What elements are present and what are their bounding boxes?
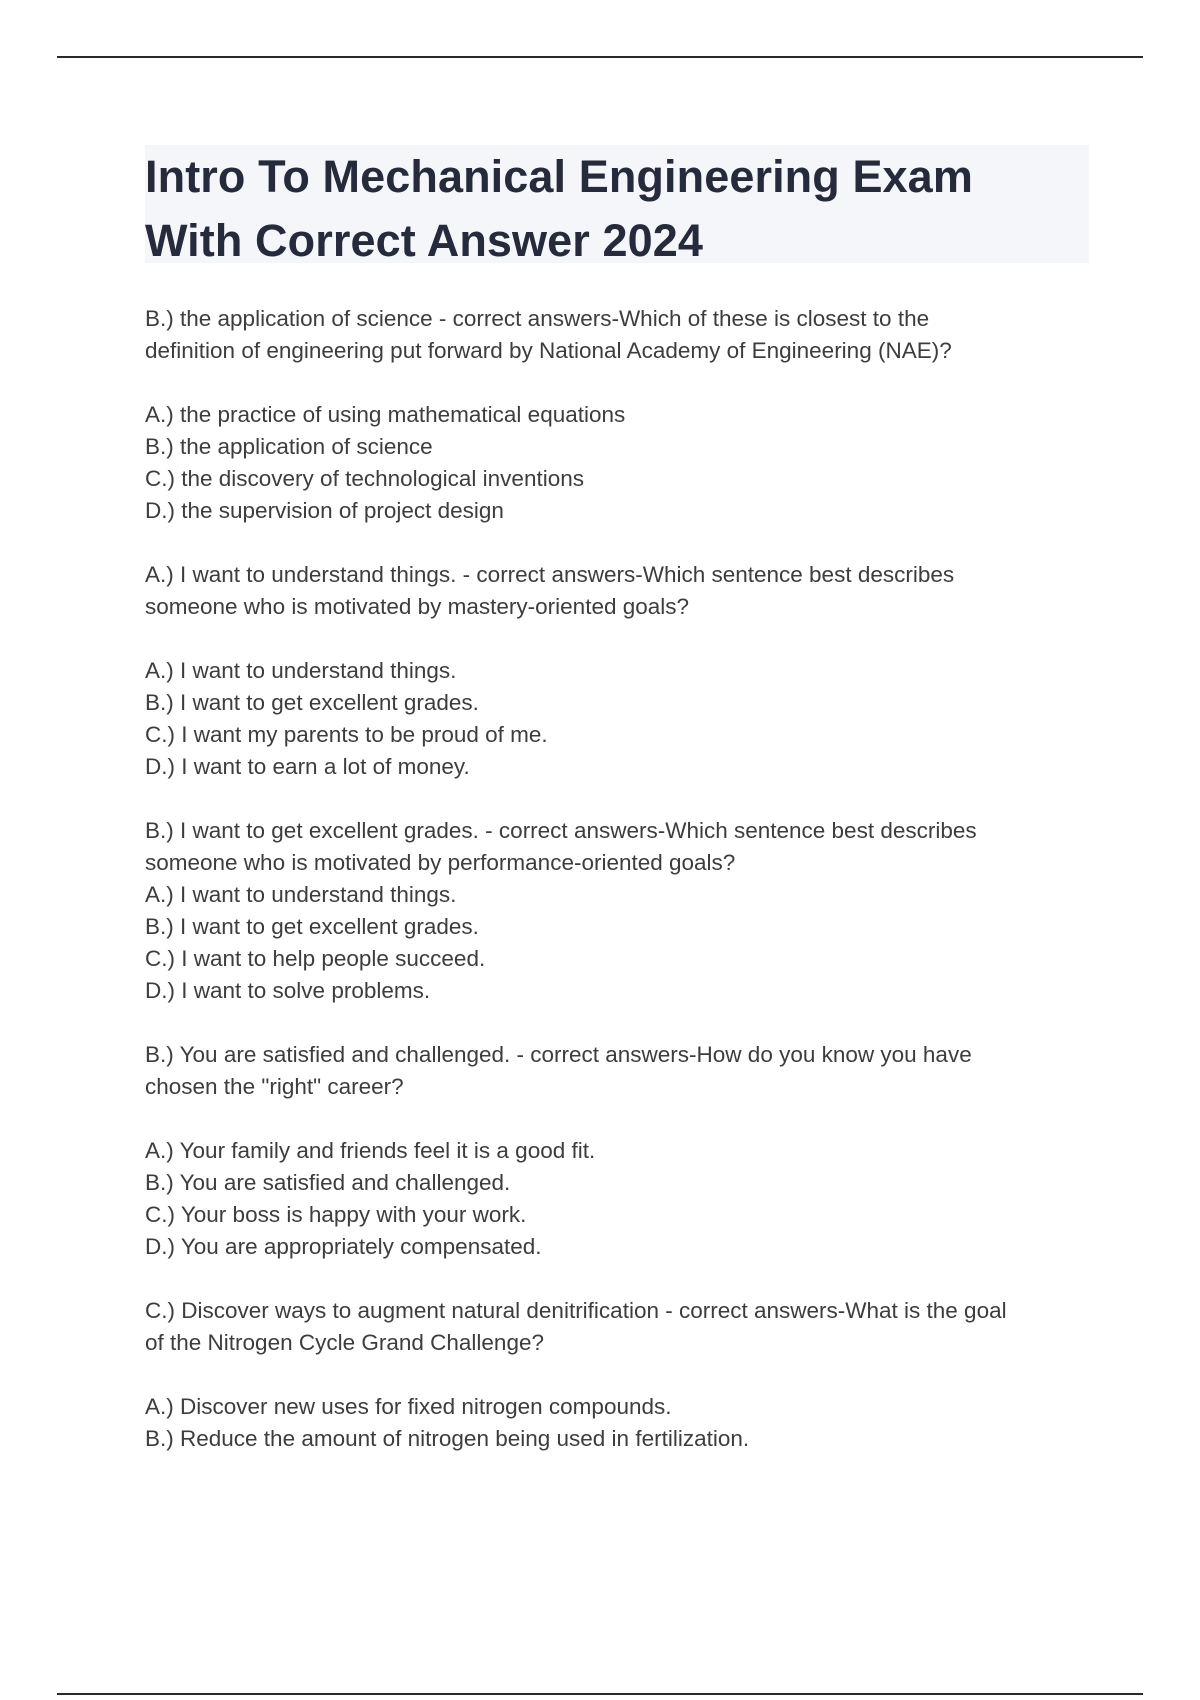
answer-option: A.) I want to understand things. <box>145 658 457 683</box>
question-block <box>145 815 1095 1007</box>
answer-option: C.) I want my parents to be proud of me. <box>145 722 548 747</box>
question-stem-line: someone who is motivated by mastery-oriented goals? <box>145 594 690 619</box>
question-stem-line: of the Nitrogen Cycle Grand Challenge? <box>145 1330 544 1355</box>
answer-option: B.) You are satisfied and challenged. <box>145 1170 511 1195</box>
answer-options <box>145 879 1095 1007</box>
answer-option: A.) Discover new uses for fixed nitrogen compounds. <box>145 1394 672 1419</box>
answer-option: B.) the application of science <box>145 434 433 459</box>
title-line-2: With Correct Answer 2024 <box>145 215 704 266</box>
answer-option: A.) Your family and friends feel it is a good fit. <box>145 1138 596 1163</box>
answer-options <box>145 399 1095 527</box>
answer-options <box>145 655 1095 783</box>
answer-option: C.) Your boss is happy with your work. <box>145 1202 527 1227</box>
answer-option: D.) the supervision of project design <box>145 498 504 523</box>
bottom-rule <box>57 1693 1143 1695</box>
question-stem-line: C.) Discover ways to augment natural denitrification - correct answers-What is the goal <box>145 1298 1007 1323</box>
answer-options <box>145 1135 1095 1263</box>
question-stem-line: chosen the "right" career? <box>145 1074 404 1099</box>
answer-options <box>145 1391 1095 1455</box>
question-stem-line: B.) I want to get excellent grades. - correct answers-Which sentence best describes <box>145 818 977 843</box>
question-block <box>145 303 1095 527</box>
answer-option: D.) I want to earn a lot of money. <box>145 754 470 779</box>
answer-option: A.) I want to understand things. <box>145 882 457 907</box>
answer-option: B.) I want to get excellent grades. <box>145 914 479 939</box>
answer-option: D.) You are appropriately compensated. <box>145 1234 542 1259</box>
answer-option: C.) the discovery of technological inventions <box>145 466 584 491</box>
question-block <box>145 559 1095 783</box>
top-rule <box>57 56 1143 58</box>
question-stem-line: B.) You are satisfied and challenged. - correct answers-How do you know you have <box>145 1042 972 1067</box>
document-title <box>145 145 1089 273</box>
answer-option: C.) I want to help people succeed. <box>145 946 486 971</box>
question-stem <box>145 559 1095 623</box>
question-stem-line: definition of engineering put forward by National Academy of Engineering (NAE)? <box>145 338 952 363</box>
answer-option: B.) Reduce the amount of nitrogen being used in fertilization. <box>145 1426 750 1451</box>
question-block <box>145 1039 1095 1263</box>
question-block <box>145 1295 1095 1455</box>
title-line-1: Intro To Mechanical Engineering Exam <box>145 151 973 202</box>
title-banner <box>145 145 1089 266</box>
question-stem <box>145 1039 1095 1103</box>
answer-option: B.) I want to get excellent grades. <box>145 690 479 715</box>
question-stem <box>145 815 1095 879</box>
question-stem <box>145 303 1095 367</box>
question-stem <box>145 1295 1095 1359</box>
question-stem-line: A.) I want to understand things. - correct answers-Which sentence best describes <box>145 562 955 587</box>
answer-option: D.) I want to solve problems. <box>145 978 431 1003</box>
question-stem-line: someone who is motivated by performance-oriented goals? <box>145 850 736 875</box>
question-list <box>145 303 1095 1455</box>
question-stem-line: B.) the application of science - correct answers-Which of these is closest to the <box>145 306 930 331</box>
answer-option: A.) the practice of using mathematical equations <box>145 402 626 427</box>
